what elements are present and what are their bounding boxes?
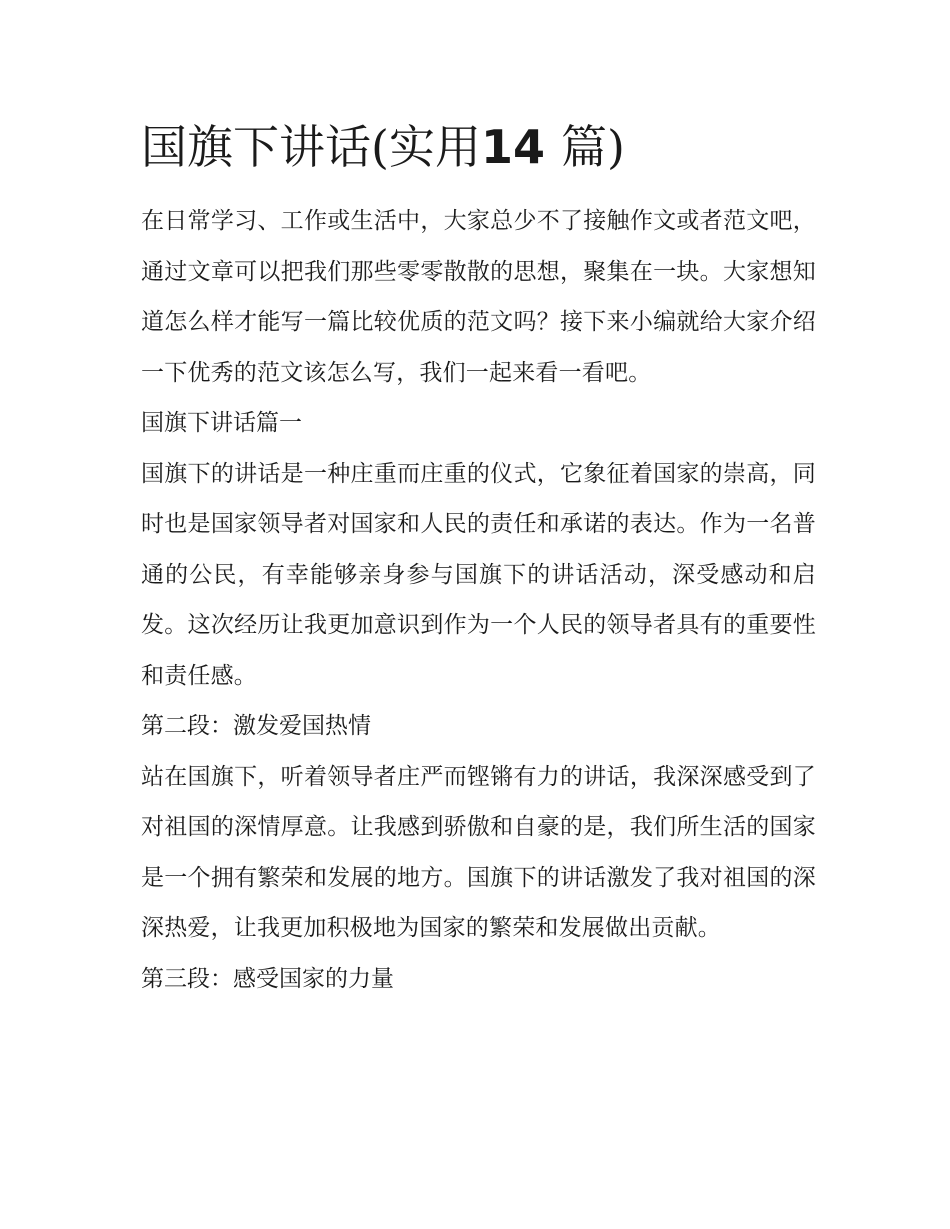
document-title xyxy=(141,112,816,182)
section-heading-3: 第三段：感受国家的力量 xyxy=(141,965,394,992)
title-number: 14 xyxy=(480,120,545,174)
title-prefix: 国旗下讲话(实用 xyxy=(141,120,481,174)
intro-paragraph: 在日常学习、工作或生活中，大家总少不了接触作文或者范文吧，通过文章可以把我们那些零零散散的思想，聚集在一块。大家想知道怎么样才能写一篇比较优质的范文吗？接下来小编就给大家介绍一下优秀的范文该怎么写，我们一起来看一看吧。 xyxy=(141,208,816,386)
title-spacer xyxy=(545,120,561,174)
section-heading-1: 国旗下讲话篇一 xyxy=(141,410,302,436)
document-body xyxy=(141,112,816,1004)
body-paragraph-2: 站在国旗下，听着领导者庄严而铿锵有力的讲话，我深深感受到了对祖国的深情厚意。让我感到骄傲和自豪的是，我们所生活的国家是一个拥有繁荣和发展的地方。国旗下的讲话激发了我对祖国的深深热爱，让我更加积极地为国家的繁荣和发展做出贡献。 xyxy=(141,763,816,941)
body-paragraph-1: 国旗下的讲话是一种庄重而庄重的仪式，它象征着国家的崇高，同时也是国家领导者对国家和人民的责任和承诺的表达。作为一名普通的公民，有幸能够亲身参与国旗下的讲话活动，深受感动和启发。这次经历让我更加意识到作为一个人民的领导者具有的重要性和责任感。 xyxy=(141,460,816,689)
section-heading-2: 第二段：激发爱国热情 xyxy=(141,713,371,739)
title-suffix: 篇) xyxy=(560,120,625,174)
